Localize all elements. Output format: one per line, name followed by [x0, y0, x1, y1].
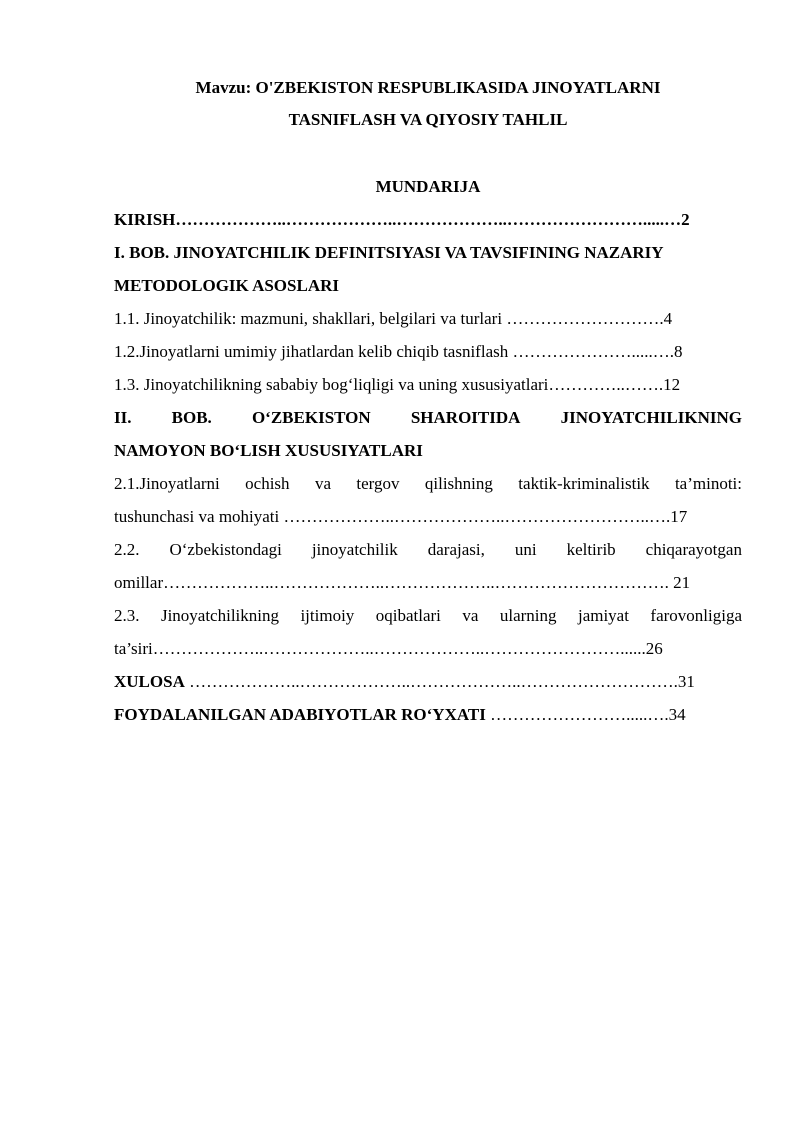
toc-entry-adabiyotlar: [114, 705, 742, 725]
contents-heading: MUNDARIJA: [375, 177, 481, 196]
toc-entry-adabiyotlar-leader: …………………….....….34: [485, 705, 686, 724]
toc-entry-bob2-line2: NAMOYON BO‘LISH XUSUSIYATLARI: [114, 441, 423, 460]
toc-word: O‘ZBEKISTON: [251, 408, 371, 427]
toc-word: 2.2.: [114, 540, 140, 559]
toc-word: va: [314, 474, 331, 493]
toc-entry-1-2: 1.2.Jinoyatlarni umimiy jihatlardan kelib chiqib tasniflash ………………….....….8: [114, 342, 683, 361]
toc-entry-1-3: 1.3. Jinoyatchilikning sababiy bog‘liqligi va uning xususiyatlari…………..…….12: [114, 375, 681, 394]
toc-entry-kirish: KIRISH………………..………………..………………..…………………….....…2: [114, 210, 690, 229]
toc-entry-2-3-line1: [114, 606, 742, 626]
toc-entry-1-1: 1.1. Jinoyatchilik: mazmuni, shakllari, belgilari va turlari ……………………….4: [114, 309, 673, 328]
toc-entry-2-1-line1: [114, 474, 742, 494]
toc-entry-bob1-line2: METODOLOGIK ASOSLARI: [114, 276, 339, 295]
toc-word: JINOYATCHILIKNING: [560, 408, 742, 427]
toc-word: tergov: [356, 474, 400, 493]
toc-word: BOB.: [171, 408, 212, 427]
toc-word: farovonligiga: [650, 606, 742, 625]
toc-entry-bob1-line1: I. BOB. JINOYATCHILIK DEFINITSIYASI VA TAVSIFINING NAZARIY: [114, 243, 664, 262]
toc-entry-2-1-line2: tushunchasi va mohiyati ………………..………………..……………………..….17: [114, 507, 688, 526]
toc-entry-xulosa: [114, 672, 742, 692]
toc-word: 2.1.Jinoyatlarni: [114, 474, 220, 493]
toc-word: jinoyatchilik: [311, 540, 398, 559]
toc-entry-2-2-line2: omillar………………..………………..………………..…………………………. 21: [114, 573, 691, 592]
toc-word: II.: [114, 408, 132, 427]
toc-entry-2-3-line2: ta’siri………………..………………..………………..……………………......26: [114, 639, 663, 658]
toc-word: keltirib: [566, 540, 616, 559]
toc-entry-bob2-line1: [114, 408, 742, 428]
toc-word: qilishning: [424, 474, 493, 493]
toc-word: O‘zbekistondagi: [169, 540, 282, 559]
title-line-1: Mavzu: O'ZBEKISTON RESPUBLIKASIDA JINOYATLARNI: [195, 78, 661, 97]
toc-entry-xulosa-label: XULOSA: [114, 672, 185, 691]
toc-word: va: [462, 606, 479, 625]
toc-word: Jinoyatchilikning: [160, 606, 279, 625]
toc-entry-2-2-line1: [114, 540, 742, 560]
toc-entry-xulosa-leader: ………………..………………..………………..……………………….31: [184, 672, 695, 691]
toc-word: ochish: [245, 474, 290, 493]
toc-word: uni: [514, 540, 537, 559]
toc-word: jamiyat: [577, 606, 629, 625]
toc-word: SHAROITIDA: [410, 408, 521, 427]
toc-word: darajasi,: [427, 540, 485, 559]
title-line-2: TASNIFLASH VA QIYOSIY TAHLIL: [288, 110, 568, 129]
toc-word: taktik-kriminalistik: [518, 474, 650, 493]
toc-word: ijtimoiy: [300, 606, 355, 625]
toc-entry-adabiyotlar-label: FOYDALANILGAN ADABIYOTLAR RO‘YXATI: [114, 705, 486, 724]
toc-word: 2.3.: [114, 606, 140, 625]
toc-word: ularning: [499, 606, 557, 625]
toc-word: chiqarayotgan: [645, 540, 742, 559]
toc-word: oqibatlari: [375, 606, 441, 625]
toc-word: ta’minoti:: [674, 474, 742, 493]
